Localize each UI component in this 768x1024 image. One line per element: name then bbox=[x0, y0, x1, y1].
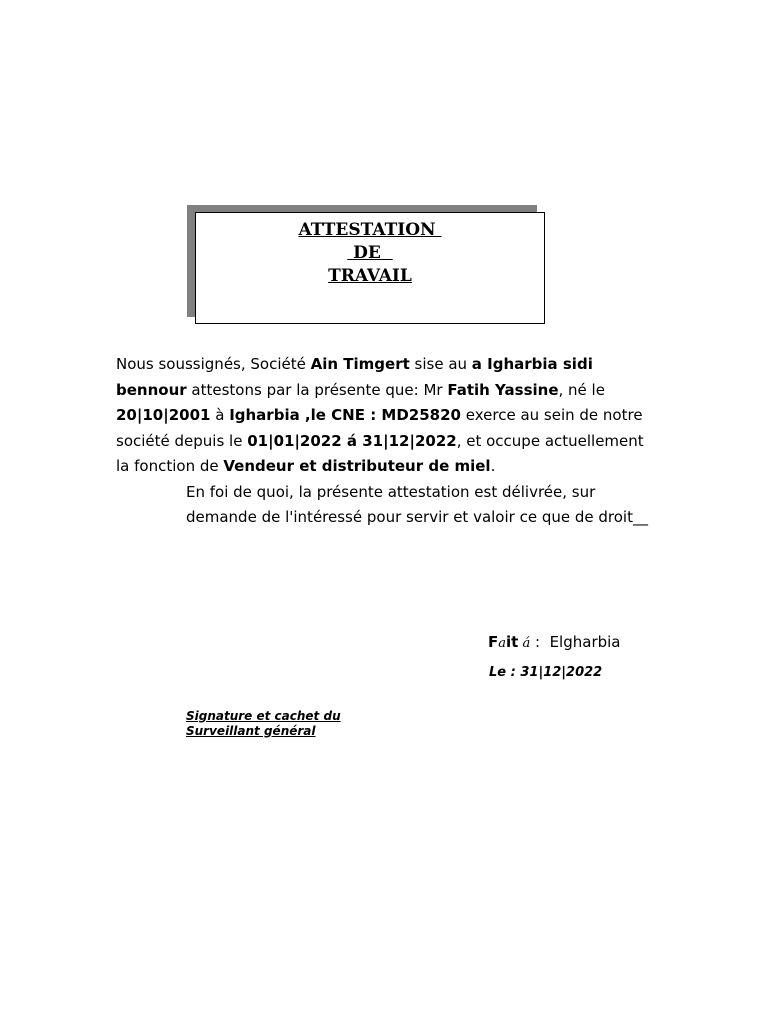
company-location: a Igharbia sidi bennour bbox=[116, 355, 593, 399]
birth-date: 20|10|2001 bbox=[116, 406, 211, 424]
attestation-body bbox=[116, 352, 656, 531]
signature-block bbox=[186, 709, 341, 738]
fait-a-accent: á bbox=[518, 636, 531, 651]
date-line: Le : 31|12|2022 bbox=[489, 665, 603, 680]
title-line-1: ATTESTATION bbox=[298, 220, 442, 240]
text-segment: sise au bbox=[409, 355, 472, 373]
attestation-paragraph-2: En foi de quoi, la présente attestation est délivrée, sur demande de l'intéressé pour servir et valoir ce que de droit__ bbox=[186, 482, 648, 526]
signature-line-2: Surveillant général bbox=[186, 723, 316, 738]
text-segment: attestons par la présente que: Mr bbox=[186, 380, 448, 399]
attestation-paragraph-1 bbox=[116, 352, 656, 480]
fait-place: Elgharbia bbox=[549, 633, 621, 651]
birth-place-cne: Igharbia ,le CNE : MD25820 bbox=[229, 406, 461, 424]
fait-a-line bbox=[488, 633, 621, 651]
text-segment: à bbox=[210, 406, 230, 424]
fait-letter: F bbox=[488, 633, 499, 651]
employment-period: 01|01|2022 á 31|12|2022 bbox=[247, 431, 457, 450]
fait-letter: a bbox=[498, 636, 507, 651]
job-function: Vendeur et distributeur de miel bbox=[223, 457, 491, 475]
text-segment: , et occupe actuellement la fonction de bbox=[116, 431, 644, 475]
company-name: Ain Timgert bbox=[310, 355, 410, 373]
text-segment: . bbox=[490, 457, 496, 475]
fait-colon: : bbox=[530, 633, 550, 651]
text-segment: exerce au sein de notre société depuis le bbox=[116, 406, 643, 450]
title-box bbox=[195, 212, 545, 324]
text-segment: , né le bbox=[558, 380, 605, 399]
text-segment: Nous soussignés, Société bbox=[116, 355, 311, 373]
signature-line-1: Signature et cachet du bbox=[186, 709, 341, 723]
title-line-2: DE bbox=[347, 243, 393, 263]
title-line-3: TRAVAIL bbox=[328, 266, 412, 286]
employee-name: Fatih Yassine bbox=[447, 380, 559, 399]
fait-letters: it bbox=[506, 633, 519, 651]
